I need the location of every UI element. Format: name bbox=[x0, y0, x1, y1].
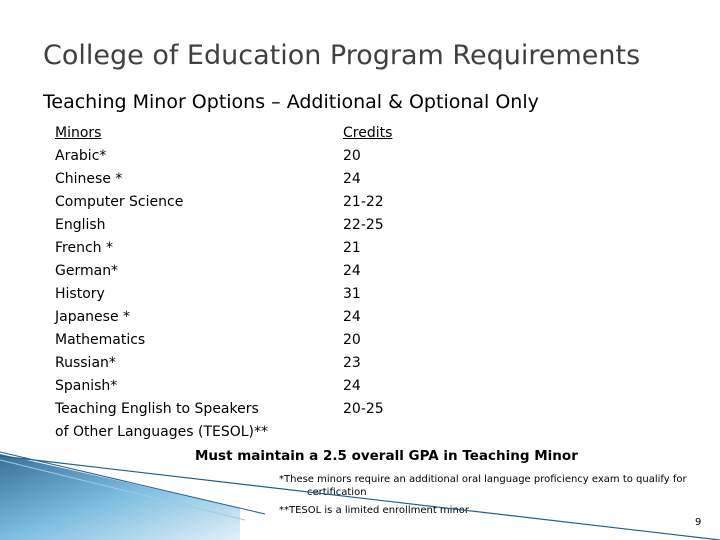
table-row bbox=[55, 355, 455, 378]
footnote-oral-exam-line2: certification bbox=[307, 487, 367, 498]
table-row bbox=[55, 217, 455, 240]
footnote-oral-exam-line1: *These minors require an additional oral language proficiency exam to qualify for bbox=[279, 474, 687, 485]
minor-credits: 23 bbox=[343, 355, 361, 371]
table-row bbox=[55, 194, 455, 217]
footnote-tesol: **TESOL is a limited enrollment minor bbox=[279, 505, 470, 516]
minor-credits: 20-25 bbox=[343, 401, 384, 417]
page-number: 9 bbox=[695, 517, 702, 528]
minor-name-line1: Teaching English to Speakers bbox=[55, 401, 259, 417]
slide-subtitle: Teaching Minor Options – Additional & Optional Only bbox=[43, 91, 539, 113]
minor-credits: 24 bbox=[343, 378, 361, 394]
table-row bbox=[55, 332, 455, 355]
minor-credits: 22-25 bbox=[343, 217, 384, 233]
minor-name-line2: of Other Languages (TESOL)** bbox=[55, 424, 269, 440]
minor-credits: 21-22 bbox=[343, 194, 384, 210]
table-row bbox=[55, 240, 455, 263]
minor-credits: 24 bbox=[343, 309, 361, 325]
table-row bbox=[55, 378, 455, 401]
minor-name: Computer Science bbox=[55, 194, 184, 210]
minor-credits: 20 bbox=[343, 148, 361, 164]
table-row bbox=[55, 263, 455, 286]
minor-name: German* bbox=[55, 263, 119, 279]
minor-name: Chinese * bbox=[55, 171, 123, 187]
minor-name: History bbox=[55, 286, 105, 302]
minor-name: English bbox=[55, 217, 106, 233]
minor-name bbox=[55, 401, 268, 441]
minors-column-header: Minors bbox=[55, 125, 102, 141]
minor-credits: 21 bbox=[343, 240, 361, 256]
minor-name: Japanese * bbox=[55, 309, 131, 325]
minor-credits: 24 bbox=[343, 171, 361, 187]
minor-name: Russian* bbox=[55, 355, 116, 371]
swoosh-band bbox=[0, 454, 240, 540]
decorative-swoosh bbox=[0, 440, 720, 540]
table-row bbox=[55, 148, 455, 171]
minor-name: French * bbox=[55, 240, 113, 256]
table-row bbox=[55, 286, 455, 309]
minors-table bbox=[55, 148, 455, 447]
minor-name: Arabic* bbox=[55, 148, 107, 164]
minor-credits: 20 bbox=[343, 332, 361, 348]
minor-credits: 31 bbox=[343, 286, 361, 302]
table-row bbox=[55, 309, 455, 332]
minor-credits: 24 bbox=[343, 263, 361, 279]
minor-name: Mathematics bbox=[55, 332, 146, 348]
minor-name: Spanish* bbox=[55, 378, 118, 394]
slide-title: College of Education Program Requirements bbox=[43, 40, 641, 71]
gpa-requirement-note: Must maintain a 2.5 overall GPA in Teaching Minor bbox=[195, 448, 578, 464]
table-row bbox=[55, 171, 455, 194]
credits-column-header: Credits bbox=[343, 125, 393, 141]
